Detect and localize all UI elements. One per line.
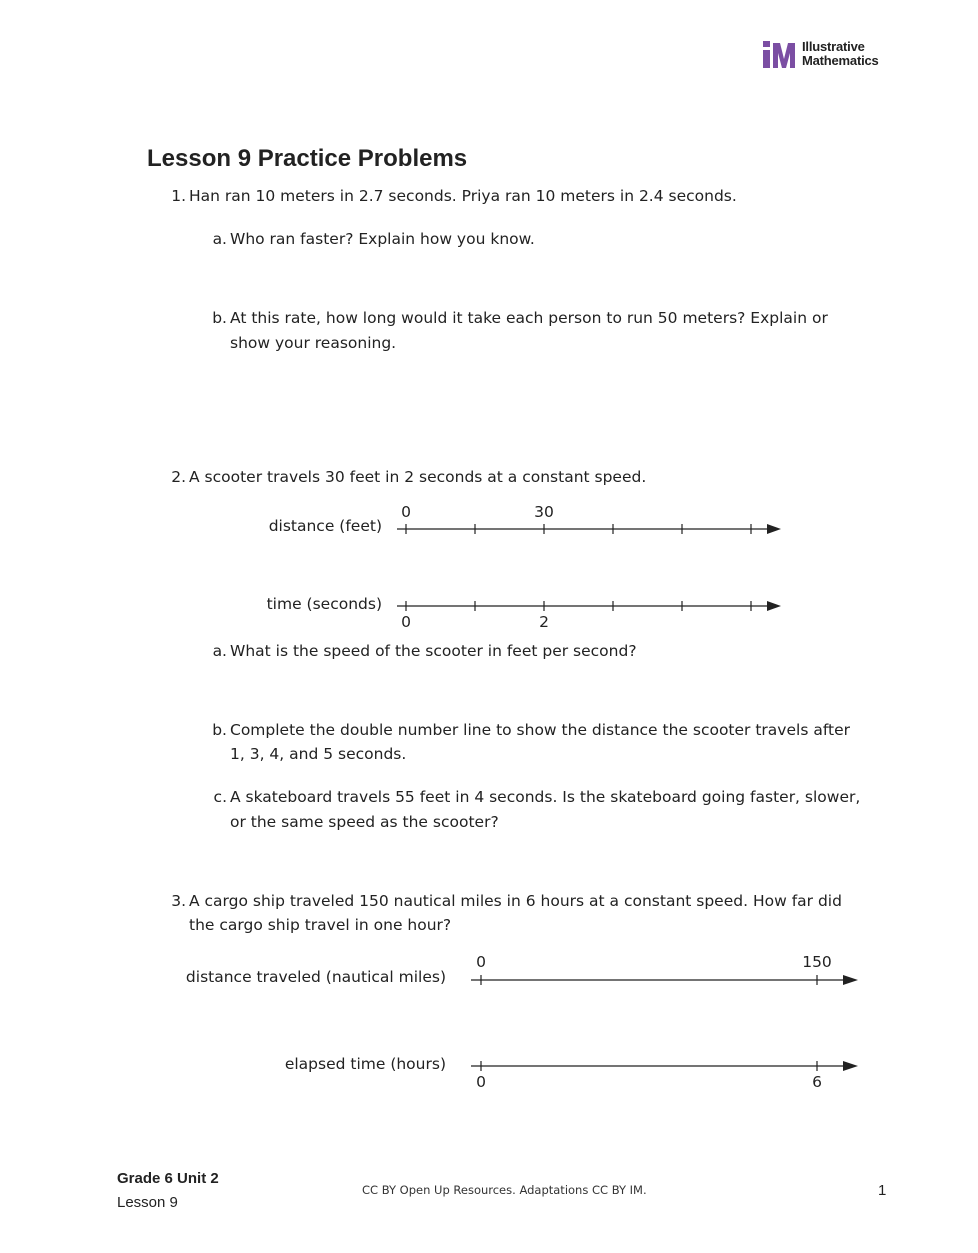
nl3-bottom-tick-6: 6 [812,1073,822,1091]
nl2-top-tick-0: 0 [401,503,411,521]
nl2-top-label: distance (feet) [268,517,382,535]
problem-2a-text: What is the speed of the scooter in feet per second? [230,642,637,660]
problem-3-line-2: the cargo ship travel in one hour? [189,916,452,934]
footer-credit: CC BY Open Up Resources. Adaptations CC BY IM. [362,1183,647,1197]
logo-line-1: Illustrative [802,39,865,54]
nl3-bottom-arrowhead [843,1061,858,1071]
problem-2c-line-1: A skateboard travels 55 feet in 4 seconds. Is the skateboard going faster, slower, [230,788,861,806]
problem-2-text: A scooter travels 30 feet in 2 seconds at a constant speed. [189,468,647,486]
nl2-top-line [397,524,770,534]
nl2-bottom-label: time (seconds) [266,595,382,613]
problem-2b-letter: b. [212,721,227,739]
problem-2a-letter: a. [212,642,227,660]
problem-3-number: 3. [171,892,186,910]
problem-2c-line-2: or the same speed as the scooter? [230,813,499,831]
nl2-top-arrowhead [767,524,781,534]
problem-2-number: 2. [171,468,186,486]
nl3-bottom-tick-0: 0 [476,1073,486,1091]
problem-1-text: Han ran 10 meters in 2.7 seconds. Priya ran 10 meters in 2.4 seconds. [189,187,737,205]
problem-1b-line-1: At this rate, how long would it take each person to run 50 meters? Explain or [230,309,828,327]
footer-lesson: Lesson 9 [117,1194,178,1211]
nl3-top-label: distance traveled (nautical miles) [185,968,446,986]
page-title: Lesson 9 Practice Problems [147,145,468,172]
nl2-bottom-line [397,601,770,611]
nl2-bottom-tick-2: 2 [539,613,549,631]
nl3-bottom-label: elapsed time (hours) [284,1055,446,1073]
nl3-top-tick-150: 150 [802,953,832,971]
nl3-top-tick-0: 0 [476,953,486,971]
page-number: 1 [878,1182,887,1199]
problem-1a-text: Who ran faster? Explain how you know. [230,230,535,248]
problem-2b-line-2: 1, 3, 4, and 5 seconds. [230,745,407,763]
nl2-top-tick-30: 30 [534,503,554,521]
problem-1b-line-2: show your reasoning. [230,334,397,352]
problem-1b-letter: b. [212,309,227,327]
nl2-bottom-tick-0: 0 [401,613,411,631]
problem-2b-line-1: Complete the double number line to show the distance the scooter travels after [230,721,850,739]
nl3-top-line [471,975,846,985]
problem-1-number: 1. [171,187,186,205]
problem-2c-letter: c. [213,788,227,806]
nl3-bottom-line [471,1061,846,1071]
problem-1a-letter: a. [212,230,227,248]
nl2-bottom-arrowhead [767,601,781,611]
logo-line-2: Mathematics [802,53,879,68]
problem-3-line-1: A cargo ship traveled 150 nautical miles in 6 hours at a constant speed. How far did [189,892,842,910]
footer-course: Grade 6 Unit 2 [117,1170,219,1187]
nl3-top-arrowhead [843,975,858,985]
